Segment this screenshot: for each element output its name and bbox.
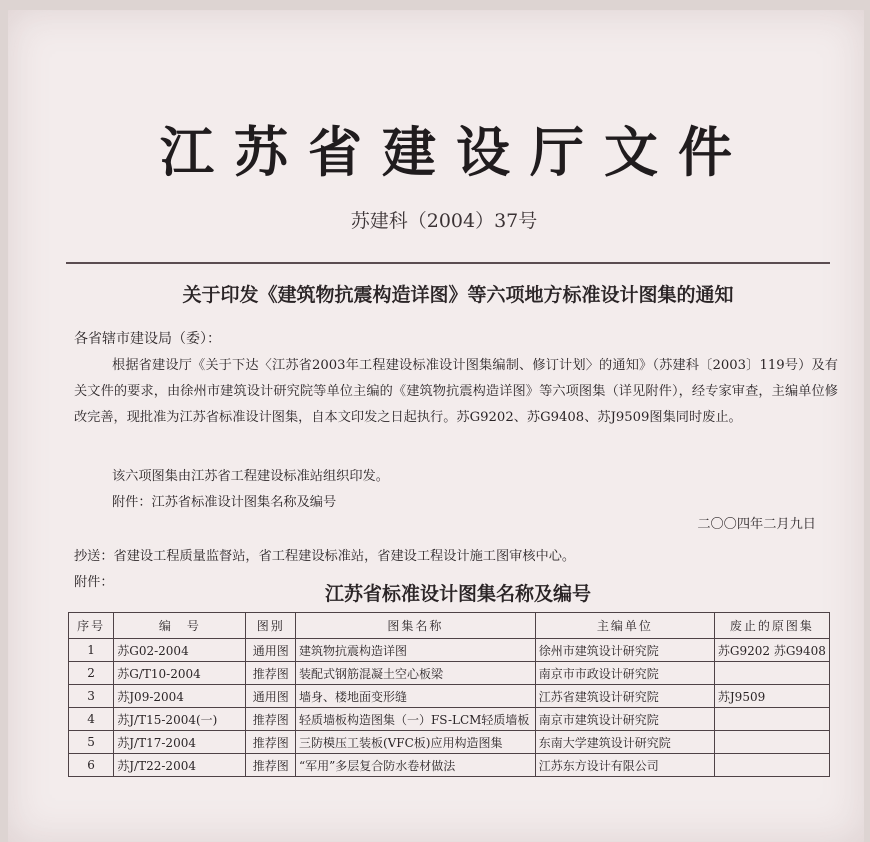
header-cell: 序号: [69, 613, 114, 639]
document-page: [8, 10, 864, 842]
cell-code: 苏J09-2004: [114, 685, 246, 708]
cell-editor: 江苏省建筑设计研究院: [535, 685, 714, 708]
header-cell: 图集名称: [295, 613, 535, 639]
cell-index: 5: [69, 731, 114, 754]
table-row: [69, 708, 830, 731]
cell-index: 4: [69, 708, 114, 731]
cell-editor: 南京市建筑设计研究院: [535, 708, 714, 731]
cell-code: 苏G02-2004: [114, 639, 246, 662]
body-paragraph-2: 该六项图集由江苏省工程建设标准站组织印发。: [112, 469, 389, 484]
table-row: [69, 662, 830, 685]
cell-replaced: [714, 662, 829, 685]
attachment-line: 附件：江苏省标准设计图集名称及编号: [112, 495, 337, 510]
cell-replaced: 苏G9202 苏G9408: [714, 639, 829, 662]
cell-replaced: [714, 708, 829, 731]
cell-type: 推荐图: [246, 662, 296, 685]
table-row: [69, 731, 830, 754]
salutation: 各省辖市建设局（委）：: [74, 331, 221, 347]
cell-code: 苏J/T22-2004: [114, 754, 246, 777]
attachment-label: 附件：: [74, 575, 114, 590]
cell-code: 苏J/T17-2004: [114, 731, 246, 754]
cell-replaced: [714, 731, 829, 754]
cell-type: 通用图: [246, 639, 296, 662]
table-header-row: [69, 613, 830, 639]
table-title: 江苏省标准设计图集名称及编号: [324, 583, 591, 605]
cell-code: 苏G/T10-2004: [114, 662, 246, 685]
cell-name: 建筑物抗震构造详图: [295, 639, 535, 662]
cell-type: 推荐图: [246, 708, 296, 731]
document-date: 二〇〇四年二月九日: [697, 517, 816, 532]
atlas-table: [68, 612, 830, 777]
cell-index: 2: [69, 662, 114, 685]
body-paragraph-1: 根据省建设厅《关于下达〈江苏省2003年工程建设标准设计图集编制、修订计划〉的通知》（苏建科〔2003〕119号）及有关文件的要求，由徐州市建筑设计研究院等单位主编的《建筑物抗震构造详图》等六项图集（详见附件），经专家审查，主编单位修改完善，现批准为江苏省标准设计图集，自本文印发之日起执行。苏G9202、苏G9408、苏J9509图集同时废止。: [74, 358, 838, 425]
cell-type: 推荐图: [246, 731, 296, 754]
table-row: [69, 685, 830, 708]
cell-replaced: 苏J9509: [714, 685, 829, 708]
header-cell: 主编单位: [535, 613, 714, 639]
org-title: 江苏省建设厅文件: [160, 120, 752, 184]
header-divider: [66, 262, 830, 264]
cell-editor: 江苏东方设计有限公司: [535, 754, 714, 777]
header-cell: 废止的原图集: [714, 613, 829, 639]
cell-name: 墙身、楼地面变形缝: [295, 685, 535, 708]
table-row: [69, 754, 830, 777]
header-cell: 图别: [246, 613, 296, 639]
cell-replaced: [714, 754, 829, 777]
notice-title: 关于印发《建筑物抗震构造详图》等六项地方标准设计图集的通知: [182, 284, 734, 306]
cell-editor: 徐州市建筑设计研究院: [535, 639, 714, 662]
cell-editor: 东南大学建筑设计研究院: [535, 731, 714, 754]
cell-name: 装配式钢筋混凝土空心板梁: [295, 662, 535, 685]
table-row: [69, 639, 830, 662]
cell-type: 推荐图: [246, 754, 296, 777]
cell-index: 6: [69, 754, 114, 777]
cell-code: 苏J/T15-2004(一): [114, 708, 246, 731]
header-cell: 编 号: [114, 613, 246, 639]
cell-name: “军用”多层复合防水卷材做法: [295, 754, 535, 777]
cell-name: 三防模压工装板(VFC板)应用构造图集: [295, 731, 535, 754]
cell-type: 通用图: [246, 685, 296, 708]
cell-index: 3: [69, 685, 114, 708]
doc-number: 苏建科（2004）37号: [350, 210, 538, 232]
cell-index: 1: [69, 639, 114, 662]
cell-editor: 南京市市政设计研究院: [535, 662, 714, 685]
cell-name: 轻质墙板构造图集（一）FS-LCM轻质墙板: [295, 708, 535, 731]
cc-line: 抄送：省建设工程质量监督站，省工程建设标准站，省建设工程设计施工图审核中心。: [74, 549, 576, 564]
